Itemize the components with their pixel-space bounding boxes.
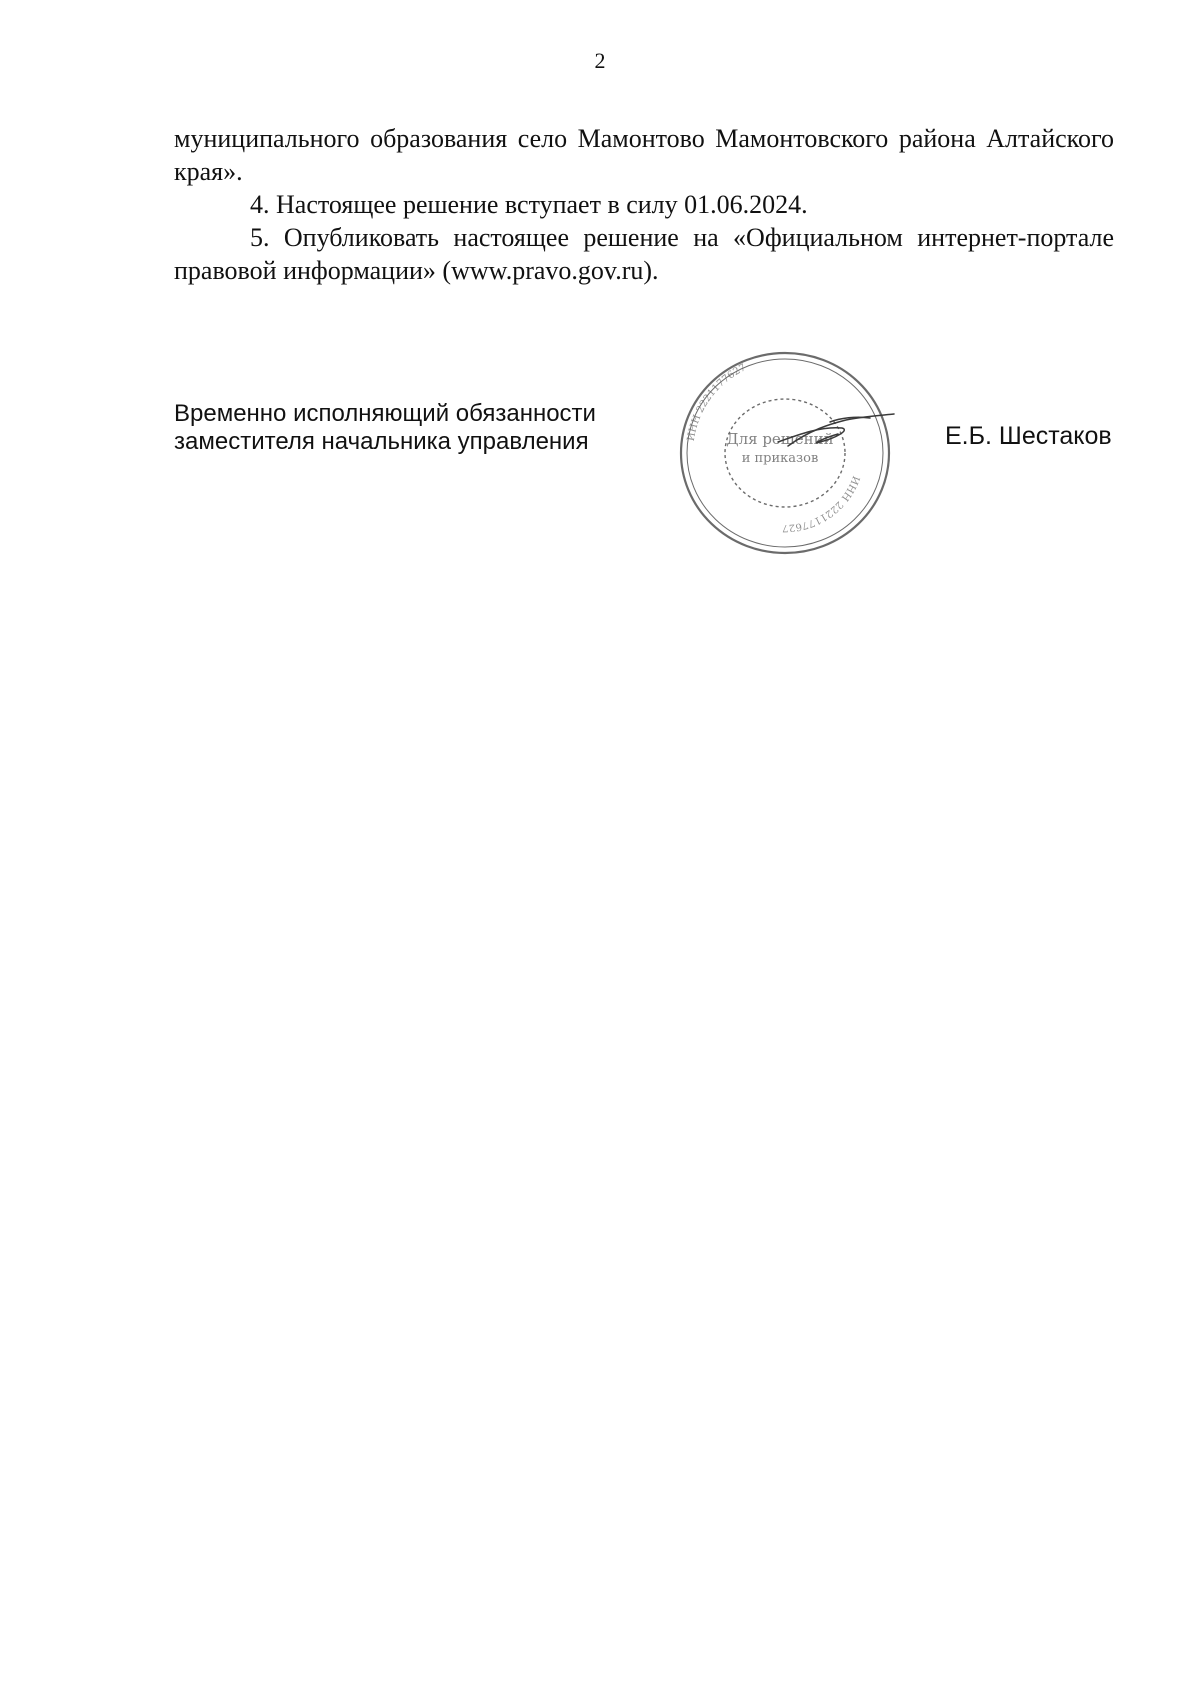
- page-number: 2: [594, 48, 606, 73]
- stamp-arc-inner-inn: ИНН 2221177627: [782, 474, 862, 534]
- official-stamp: [660, 338, 910, 568]
- stamp-arc-outer-inn: ИНН 2221177627: [685, 362, 748, 442]
- paragraph-item-4: 4. Настоящее решение вступает в силу 01.06.2024.: [250, 190, 808, 219]
- signatory-position-line-1: Временно исполняющий обязанности: [174, 400, 596, 427]
- paragraph-item-5: 5. Опубликовать настоящее решение на «Официальном интернет-портале правовой информации» (www.pravo.gov.ru).: [174, 223, 1114, 285]
- signatory-position-line-2: заместителя начальника управления: [174, 428, 589, 455]
- paragraph-continuation: муниципального образования село Мамонтово Мамонтовского района Алтайского края».: [174, 124, 1114, 186]
- signatory-position: [174, 400, 654, 456]
- stamp-inner-text-1: Для решений: [726, 430, 834, 448]
- stamp-inner-text-2: и приказов: [741, 451, 819, 466]
- signatory-name: Е.Б. Шестаков: [945, 422, 1112, 450]
- document-body: [174, 122, 1114, 287]
